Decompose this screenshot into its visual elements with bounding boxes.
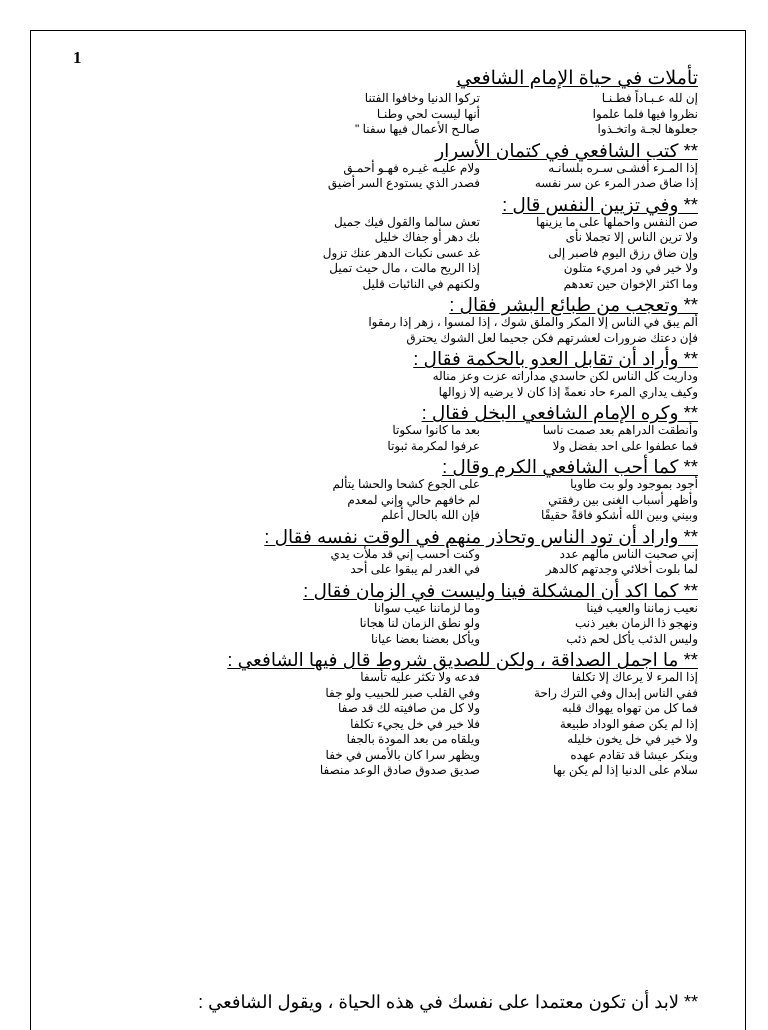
verse-line [138,246,698,262]
verse-second-hemistich: لم خافهم حالي وإني لمعدم [347,492,480,507]
verse-line: فإن دعتك ضرورات لعشرتهم فكن جحيما لعل الشوك يحترق [406,330,698,345]
verse-line [138,439,698,455]
section-heading: ** واراد أن تود الناس وتحاذر منهم في الوقت نفسه فقال : [264,525,698,547]
verse-line [138,732,698,748]
verse-first-hemistich: ولا خير في ود امريء متلون [563,261,698,275]
verse-second-hemistich: في الغدر لم يبقوا على أحد [350,562,480,576]
verse-first-hemistich: إن لله عـبـاداً فطـنـا [601,91,698,105]
page-number: 1 [73,48,82,67]
verse-second-hemistich: على الجوع كشحا والحشا يتألم [332,477,480,491]
verse-first-hemistich: أجود بموجود ولو بت طاويا [570,477,698,491]
verse-first-hemistich: وليس الذئب يأكل لحم ذئب [566,631,698,646]
poem-section [138,194,698,293]
verse-line [138,161,698,177]
verse-second-hemistich: ويلقاه من بعد المودة بالجفا [346,732,480,746]
verse-second-hemistich: ولو نطق الزمان لنا هجانا [359,616,480,630]
section-heading: ** وأراد أن تقابل العدو بالحكمة فقال : [413,348,698,369]
sections-container [138,91,698,779]
verse-first-hemistich: فما عطفوا على احد بفضل ولا [552,438,698,453]
verse-first-hemistich: فما كل من تهواه يهواك قلبه [561,701,698,715]
verse-line [138,176,698,192]
verse-second-hemistich: فصدر الذي يستودع السر أضيق [327,176,480,190]
poem-section [138,91,698,138]
verse-line [138,122,698,138]
section-heading: ** وتعجب من طبائع البشر فقال : [449,294,698,315]
verse-first-hemistich: إذا المـرء أفشـى سـره بلسانـه [548,160,698,175]
verse-second-hemistich: فلا خير في خل يجيء تكلفا [350,716,480,731]
verse-second-hemistich: وما لزماننا عيب سوانا [373,600,480,615]
verse-first-hemistich: جعلوها لجـة واتخـذوا [597,122,698,136]
verse-line [138,423,698,439]
poem-section [138,526,698,578]
verse-first-hemistich: وما اكثر الإخوان حين تعدهم [563,276,698,291]
verse-second-hemistich: فدعه ولا تكثر عليه تأسفا [360,670,480,684]
verse-first-hemistich: وإن ضاق رزق اليوم فاصبر إلى [548,245,698,260]
verse-line [138,632,698,648]
verse-first-hemistich: وأنطقت الدراهم بعد صمت ناسا [542,423,698,437]
verse-line: وداريت كل الناس لكن حاسدي مداراته عزت وعز مناله [432,369,698,383]
verse-first-hemistich: سلام على الدنيا إذا لم يكن بها [553,763,698,777]
poem-section [138,456,698,524]
section-heading: ** كما اكد أن المشكلة فينا وليست في الزمان فقال : [303,579,698,601]
verse-first-hemistich: ولا خير في خل يخون خليله [567,732,698,746]
poem-section [138,580,698,648]
verse-line [138,230,698,246]
section-heading: ** كما أحب الشافعي الكرم وقال : [442,456,698,477]
verse-line [138,601,698,617]
verse-second-hemistich: فإن الله بالحال أعلم [381,508,480,522]
verse-second-hemistich: ولا كل من صافيته لك قد صفا [338,701,480,715]
verse-line [138,670,698,686]
verse-second-hemistich: ويظهر سرا كان بالأمس في خفا [325,747,480,762]
verse-second-hemistich: وكنت أحسب إني قد ملأت يدي [330,546,480,561]
verse-second-hemistich: ويأكل بعضنا بعضا عيانا [370,631,480,646]
verse-first-hemistich: إذا لم يكن صفو الوداد طبيعة [559,716,698,731]
verse-second-hemistich: تعش سالما والقول فيك جميل [333,214,480,229]
verse-line [138,508,698,524]
poem-section [138,294,698,346]
verse-first-hemistich: وينكر عيشا قد تقادم عهده [570,747,698,762]
verse-first-hemistich: إذا المرء لا يرعاك إلا تكلفا [571,670,698,684]
verse-line [138,91,698,107]
verse-second-hemistich: غد عسى نكبات الدهر عنك تزول [322,245,480,260]
verse-line: ألم يبق في الناس إلا المكر والملق شوك ، إذا لمسوا ، زهر إذا رمقوا [368,315,698,329]
verse-first-hemistich: صن النفس واحملها على ما يزينها [536,214,698,229]
verse-second-hemistich: صديق صدوق صادق الوعد منصفا [319,763,480,777]
verse-second-hemistich: ولام عليـه غيـره فهـو أحمـق [343,160,480,175]
closing-line: ** لابد أن تكون معتمدا على نفسك في هذه الحياة ، ويقول الشافعي : [198,992,698,1012]
verse-line [138,686,698,702]
verse-second-hemistich: ولكنهم في النائبات قليل [362,276,480,291]
verse-line [138,215,698,231]
verse-first-hemistich: إني صحبت الناس مالهم عدد [559,546,698,561]
verse-line [138,616,698,632]
verse-line [138,562,698,578]
verse-first-hemistich: إذا ضاق صدر المرء عن سر نفسه [534,176,698,190]
verse-line [138,701,698,717]
verse-first-hemistich: نعيب زماننا والعيب فينا [586,600,698,615]
verse-second-hemistich: صالـح الأعمال فيها سفنا " [355,122,480,136]
verse-line [138,717,698,733]
verse-line [138,107,698,123]
section-heading: ** كتب الشافعي في كتمان الأسرار [435,139,698,161]
section-heading: ** ما اجمل الصداقة ، ولكن للصديق شروط قال فيها الشافعي : [227,649,698,670]
verse-second-hemistich: تركوا الدنيا وخافوا الفتنا [364,91,480,105]
verse-second-hemistich: إذا الريح مالت ، مال حيث تميل [329,261,480,275]
verse-second-hemistich: عرفوا لمكرمة ثبوتا [387,438,480,453]
section-heading: ** وفي تزيين النفس قال : [502,193,698,215]
verse-first-hemistich: ولا ترين الناس إلا تجملا نأى [565,230,698,244]
verse-first-hemistich: لما بلوت أخلائي وجدتهم كالدهر [545,562,698,576]
verse-first-hemistich: نظروا فيها فلما علموا [592,106,698,121]
poem-section [138,348,698,400]
verse-line [138,477,698,493]
verse-line [138,493,698,509]
poem-section [138,140,698,192]
verse-second-hemistich: وفي القلب صبر للحبيب ولو جفا [325,685,480,700]
verse-second-hemistich: بعد ما كانوا سكوتا [392,423,480,437]
verse-second-hemistich: بك دهر أو جفاك خليل [374,230,480,244]
poem-section [138,649,698,779]
verse-first-hemistich: ففي الناس إبدال وفي الترك راحة [533,685,698,700]
verse-line [138,763,698,779]
document-title: تأملات في حياة الإمام الشافعي [456,68,698,89]
verse-first-hemistich: ونهجو ذا الزمان بغير ذنب [575,616,698,630]
poem-section [138,402,698,454]
document-body [138,66,698,779]
section-heading: ** وكره الإمام الشافعي البخل فقال : [421,402,698,423]
verse-line: وكيف يداري المرء حاد نعمةً إذا كان لا يرضيه إلا زوالها [438,384,698,399]
verse-line [138,261,698,277]
verse-line [138,748,698,764]
verse-first-hemistich: وأظهر أسباب الغنى بين رفقتي [548,492,698,507]
verse-line [138,277,698,293]
verse-second-hemistich: أنها ليست لحي وطنـا [376,106,480,121]
verse-first-hemistich: وبيني وبين الله أشكو فاقةً حقيقًا [541,508,698,522]
verse-line [138,547,698,563]
